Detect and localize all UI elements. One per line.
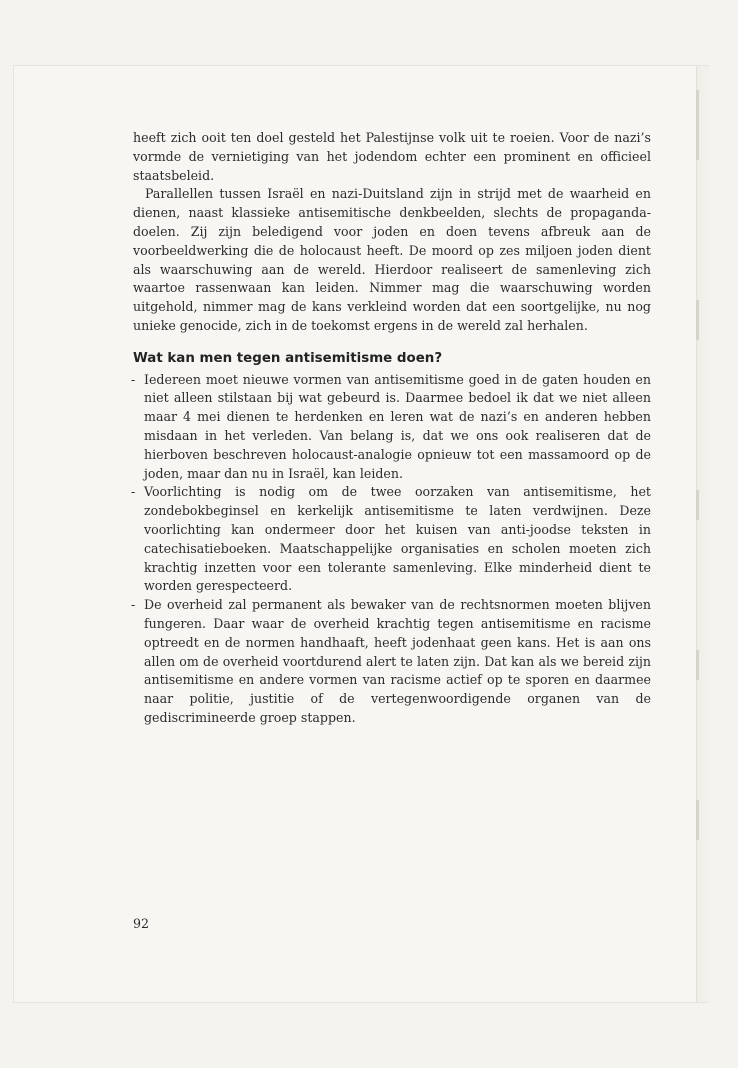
paragraph-parallels: Parallellen tussen Israël en nazi-Duitsland zijn in strijd met de waarheid en dienen, naast klassieke antisemitische denkbeelden, slechts de propaganda-doelen. Zij zijn beledigend voor joden en doen tevens afbreuk aan de voorbeeldwerking die de holocaust heeft. De moord op zes miljoen joden dient als waarschuwing aan de wereld. Hierdoor realiseert de samenleving zich waartoe rassenwaan kan leiden. Nimmer mag die waarschuwing worden uitgehold, nimmer mag de kans verkleind worden dat een soortgelijke, nu nog unieke genocide, zich in de toekomst ergens in de wereld zal herhalen. [133, 186, 651, 333]
list-item [133, 483, 651, 596]
bullet-dash: - [131, 371, 136, 387]
page-edge-mark [696, 490, 699, 520]
list-item [133, 596, 651, 728]
page-edge-mark [696, 300, 699, 340]
list-item-text: Voorlichting is nodig om de twee oorzaken van antisemitisme, het zondebokbeginsel en kerkelijk antisemitisme te laten verdwijnen. Deze voorlichting kan ondermeer door het kuisen van anti-joodse teksten in catechisatieboeken. Maatschappelijke organisaties en scholen moeten zich krachtig inzetten voor een tolerante samenleving. Elke minderheid dient te worden gerespecteerd. [144, 484, 651, 594]
paragraph-continuation: heeft zich ooit ten doel gesteld het Palestijnse volk uit te roeien. Voor de nazi’s vormde de vernietiging van het jodendom echter een prominent en officieel staatsbeleid. [133, 130, 651, 183]
bullet-dash: - [131, 597, 136, 613]
list-item-text: Iedereen moet nieuwe vormen van antisemitisme goed in de gaten houden en niet alleen stilstaan bij wat gebeurd is. Daarmee bedoel ik dat we niet alleen maar 4 mei dienen te herdenken en leren wat de nazi’s en anderen hebben misdaan in het verleden. Van belang is, dat we ons ook realiseren dat de hierboven beschreven holocaust-analogie opnieuw tot een massamoord op de joden, maar dan nu in Israël, kan leiden. [144, 371, 651, 481]
section-heading: Wat kan men tegen antisemitisme doen? [133, 350, 443, 366]
page-edge-mark [696, 800, 699, 840]
page-number: 92 [133, 916, 150, 931]
page-edge-mark [696, 650, 699, 680]
page-body [133, 129, 651, 728]
bullet-list [133, 371, 651, 728]
bullet-dash: - [131, 484, 136, 500]
page-edge-mark [696, 90, 699, 160]
page-stack-edge [696, 66, 711, 1002]
list-item [133, 371, 651, 484]
list-item-text: De overheid zal permanent als bewaker van de rechtsnormen moeten blijven fungeren. Daar waar de overheid krachtig tegen antisemitisme en racisme optreedt en de normen handhaaft, heeft jodenhaat geen kans. Het is aan ons allen om de overheid voortdurend alert te laten zijn. Dat kan als we bereid zijn antisemitisme en andere vormen van racisme actief op te sporen en daarmee naar politie, justitie of de vertegenwoordigende organen van de gediscrimineerde groep stappen. [144, 597, 651, 725]
